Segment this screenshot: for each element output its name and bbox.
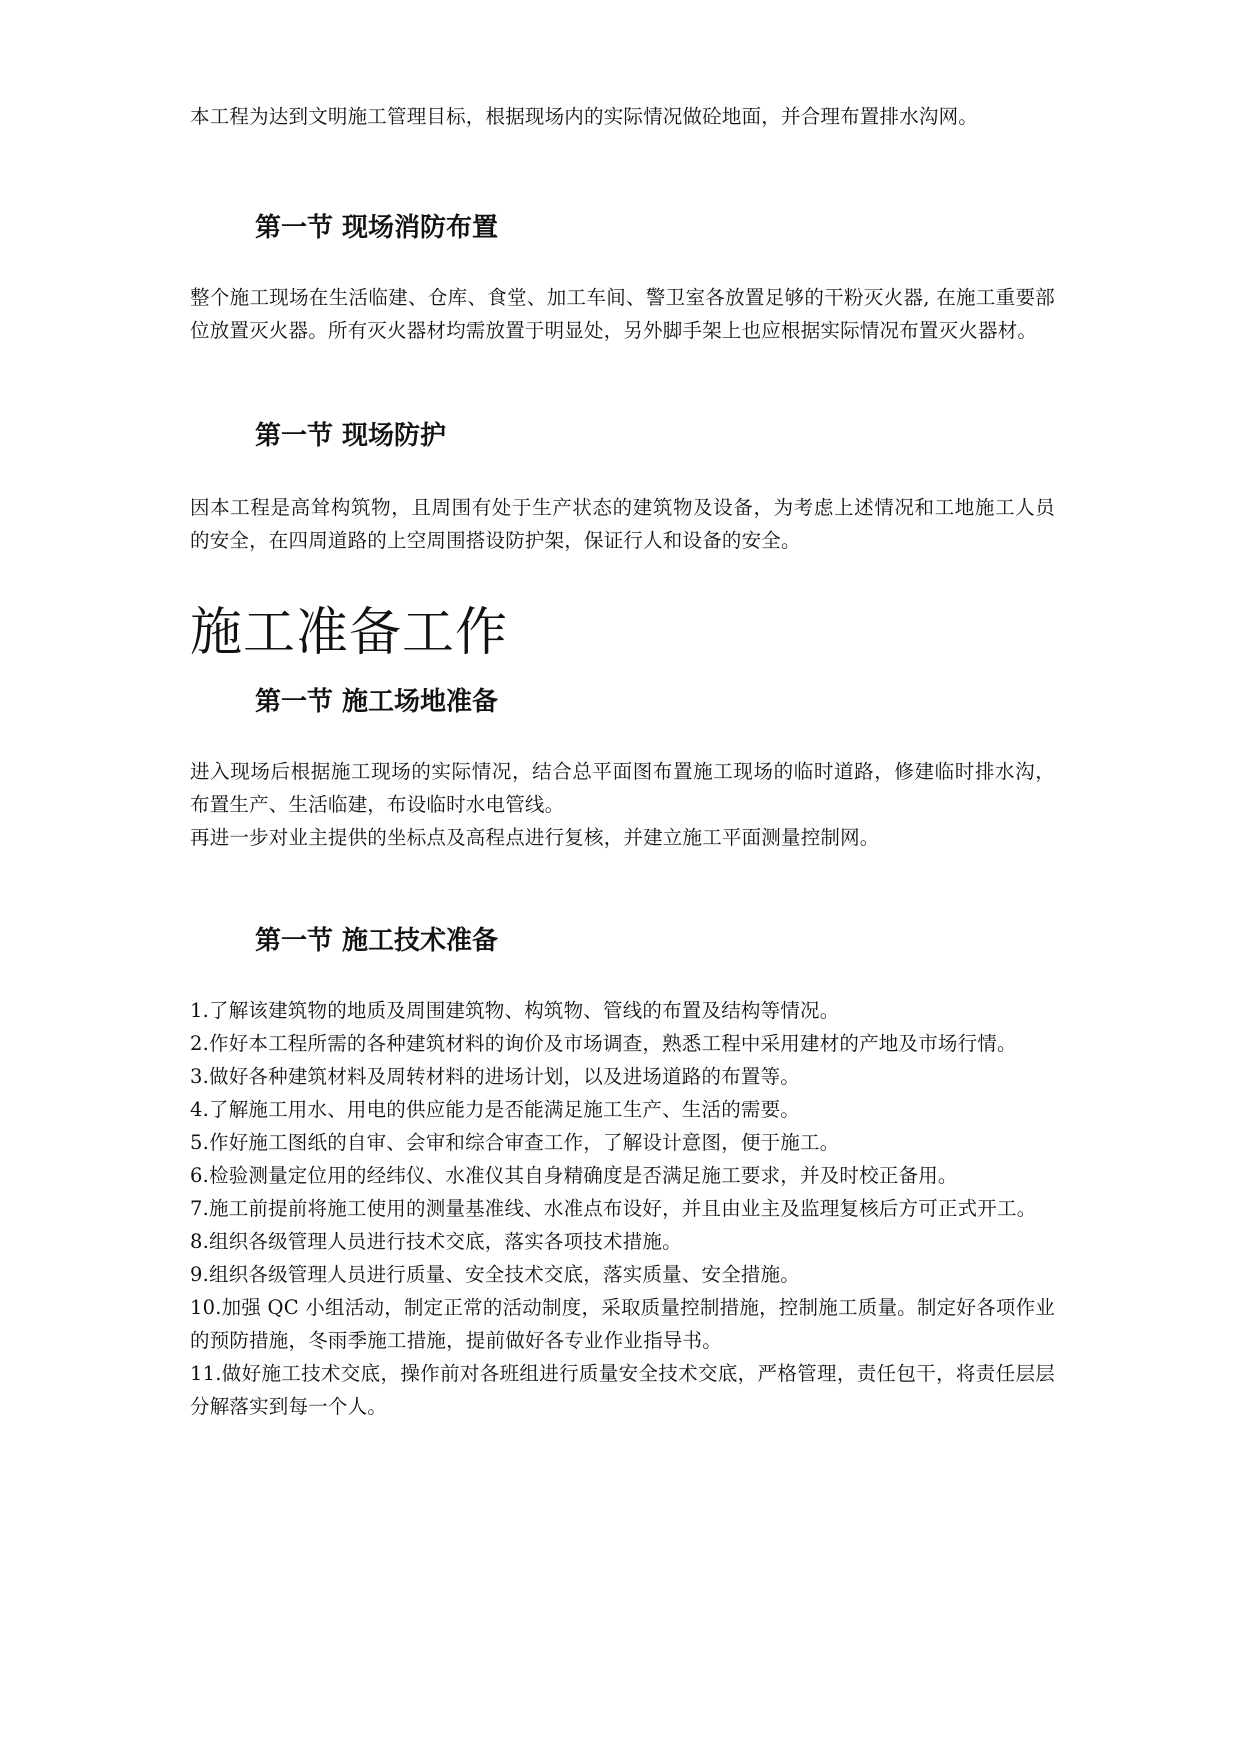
- site-prep-body-2: 再进一步对业主提供的坐标点及高程点进行复核，并建立施工平面测量控制网。: [190, 826, 880, 849]
- section-title-protection: 第一节 现场防护: [255, 421, 447, 451]
- section-title-site-prep: 第一节 施工场地准备: [255, 687, 499, 717]
- list-item: 10.加强 QC 小组活动，制定正常的活动制度，采取质量控制措施，控制施工质量。制定好各项作业的预防措施，冬雨季施工措施，提前做好各专业作业指导书。: [190, 1296, 1055, 1352]
- document-content: [190, 100, 1055, 1423]
- list-item: 1.了解该建筑物的地质及周围建筑物、构筑物、管线的布置及结构等情况。: [190, 999, 840, 1022]
- list-item: 5.作好施工图纸的自审、会审和综合审查工作，了解设计意图，便于施工。: [190, 1131, 840, 1154]
- section-title-tech-prep: 第一节 施工技术准备: [255, 926, 499, 956]
- section-body-protection: 因本工程是高耸构筑物，且周围有处于生产状态的建筑物及设备，为考虑上述情况和工地施工人员的安全，在四周道路的上空周围搭设防护架，保证行人和设备的安全。: [190, 496, 1055, 552]
- list-item: 2.作好本工程所需的各种建筑材料的询价及市场调查，熟悉工程中采用建材的产地及市场行情。: [190, 1032, 1017, 1055]
- site-prep-body-1: 进入现场后根据施工现场的实际情况，结合总平面图布置施工现场的临时道路，修建临时排水沟，布置生产、生活临建，布设临时水电管线。: [190, 760, 1055, 816]
- list-item: 6.检验测量定位用的经纬仪、水准仪其自身精确度是否满足施工要求，并及时校正备用。: [190, 1164, 958, 1187]
- chapter-title: 施工准备工作: [190, 603, 509, 663]
- list-item: 8.组织各级管理人员进行技术交底，落实各项技术措施。: [190, 1230, 682, 1253]
- tech-prep-list: [190, 994, 1055, 1423]
- list-item: 11.做好施工技术交底，操作前对各班组进行质量安全技术交底，严格管理，责任包干，将责任层层分解落实到每一个人。: [190, 1362, 1055, 1418]
- section-body-fire: 整个施工现场在生活临建、仓库、食堂、加工车间、警卫室各放置足够的干粉灭火器, 在施工重要部位放置灭火器。所有灭火器材均需放置于明显处，另外脚手架上也应根据实际情况布置灭火器材。: [190, 286, 1055, 342]
- list-item: 7.施工前提前将施工使用的测量基准线、水准点布设好，并且由业主及监理复核后方可正式开工。: [190, 1197, 1037, 1220]
- section-title-fire: 第一节 现场消防布置: [255, 213, 499, 243]
- intro-paragraph: 本工程为达到文明施工管理目标，根据现场内的实际情况做砼地面，并合理布置排水沟网。: [190, 105, 979, 128]
- list-item: 3.做好各种建筑材料及周转材料的进场计划，以及进场道路的布置等。: [190, 1065, 801, 1088]
- list-item: 9.组织各级管理人员进行质量、安全技术交底，落实质量、安全措施。: [190, 1263, 801, 1286]
- list-item: 4.了解施工用水、用电的供应能力是否能满足施工生产、生活的需要。: [190, 1098, 801, 1121]
